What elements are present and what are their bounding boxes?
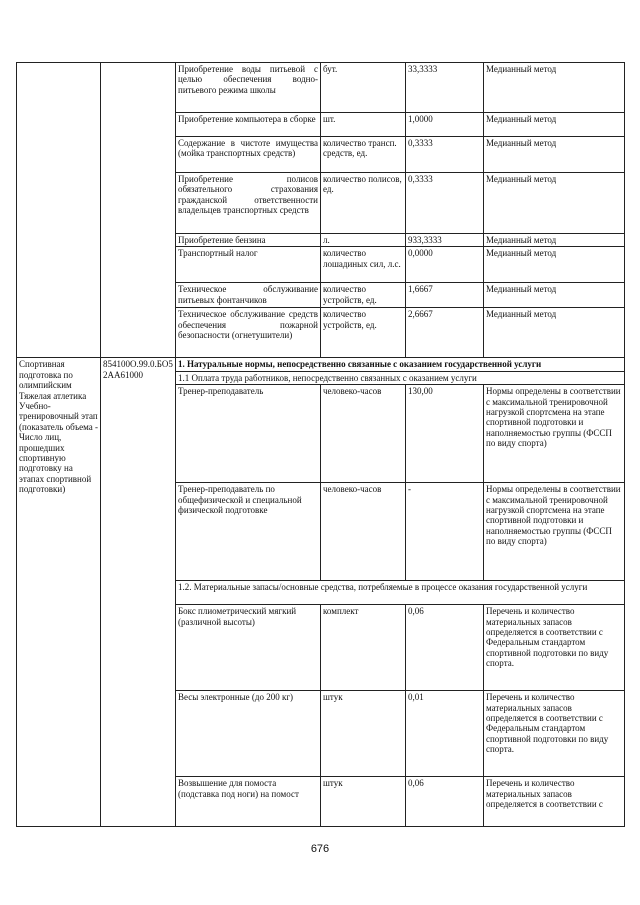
service-cell-empty [17,63,101,358]
material-method: Перечень и количество материальных запасов определяется в соответствии с Федеральным стандартом спортивной подготовки по виду спорта. [484,691,625,777]
labor-value: 130,00 [406,385,484,483]
labor-unit: человеко-часов [321,385,406,483]
norm-name: Приобретение воды питьевой с целью обеспечения водно-питьевого режима школы [176,63,321,113]
norm-value: 2,6667 [406,308,484,358]
subsection-header: 1.2. Материальные запасы/основные средства, потребляемые в процессе оказания государственной услуги [176,581,625,605]
norm-unit: количество лошадиных сил, л.с. [321,247,406,283]
norm-value: 0,3333 [406,137,484,173]
material-name: Бокс плиометрический мягкий (различной высоты) [176,605,321,691]
norm-name: Содержание в чистоте имущества (мойка транспортных средств) [176,137,321,173]
norm-name: Техническое обслуживание питьевых фонтанчиков [176,283,321,308]
norm-method: Медианный метод [484,173,625,234]
code-cell-empty [101,63,176,358]
norm-unit: количество полисов, ед. [321,173,406,234]
subsection-header: 1.1 Оплата труда работников, непосредственно связанных с оказанием услуги [176,371,625,384]
norm-name: Приобретение полисов обязательного страхования гражданской ответственности владельцев транспортных средств [176,173,321,234]
labor-name: Тренер-преподаватель по общефизической и специальной физической подготовке [176,483,321,581]
labor-method: Нормы определены в соответствии с максимальной тренировочной нагрузкой спортсмена на этапе спортивной подготовки и наполняемостью группы (ФССП по виду спорта) [484,483,625,581]
norm-value: 1,6667 [406,283,484,308]
norm-method: Медианный метод [484,283,625,308]
norm-unit: количество устройств, ед. [321,283,406,308]
material-unit: штук [321,691,406,777]
norm-value: 933,3333 [406,234,484,247]
labor-method: Нормы определены в соответствии с максимальной тренировочной нагрузкой спортсмена на этапе спортивной подготовки и наполняемостью группы (ФССП по виду спорта) [484,385,625,483]
table-row [17,358,625,371]
norm-name: Приобретение бензина [176,234,321,247]
norm-unit: бут. [321,63,406,113]
material-method: Перечень и количество материальных запасов определяется в соответствии с Федеральным стандартом спортивной подготовки по виду спорта. [484,605,625,691]
material-name: Возвышение для помоста (подставка под ноги) на помост [176,777,321,827]
service-name: Спортивная подготовка по олимпийским Тяжелая атлетика Учебно-тренировочный этап (показатель объема - Число лиц, прошедших спортивную подготовку на этапах спортивной подготовки) [17,358,101,827]
norm-unit: количество устройств, ед. [321,308,406,358]
norm-method: Медианный метод [484,137,625,173]
norm-unit: л. [321,234,406,247]
norm-method: Медианный метод [484,247,625,283]
material-value: 0,01 [406,691,484,777]
norm-unit: шт. [321,113,406,137]
material-unit: штук [321,777,406,827]
norm-unit: количество трансп. средств, ед. [321,137,406,173]
norms-table [16,62,625,827]
section-header: 1. Натуральные нормы, непосредственно связанные с оказанием государственной услуги [176,358,625,371]
material-method: Перечень и количество материальных запасов определяется в соответствии с [484,777,625,827]
labor-value: - [406,483,484,581]
table-row [17,63,625,113]
norm-method: Медианный метод [484,113,625,137]
norm-value: 0,3333 [406,173,484,234]
norm-method: Медианный метод [484,308,625,358]
labor-name: Тренер-преподаватель [176,385,321,483]
norm-name: Приобретение компьютера в сборке [176,113,321,137]
labor-unit: человеко-часов [321,483,406,581]
page-number: 676 [310,843,330,855]
norm-name: Транспортный налог [176,247,321,283]
material-unit: комплект [321,605,406,691]
service-code: 854100О.99.0.БО52АА61000 [101,358,176,827]
material-value: 0,06 [406,777,484,827]
norm-value: 0,0000 [406,247,484,283]
norm-method: Медианный метод [484,63,625,113]
material-name: Весы электронные (до 200 кг) [176,691,321,777]
norm-value: 1,0000 [406,113,484,137]
norm-method: Медианный метод [484,234,625,247]
norm-name: Техническое обслуживание средств обеспечения пожарной безопасности (огнетушители) [176,308,321,358]
material-value: 0,06 [406,605,484,691]
norm-value: 33,3333 [406,63,484,113]
